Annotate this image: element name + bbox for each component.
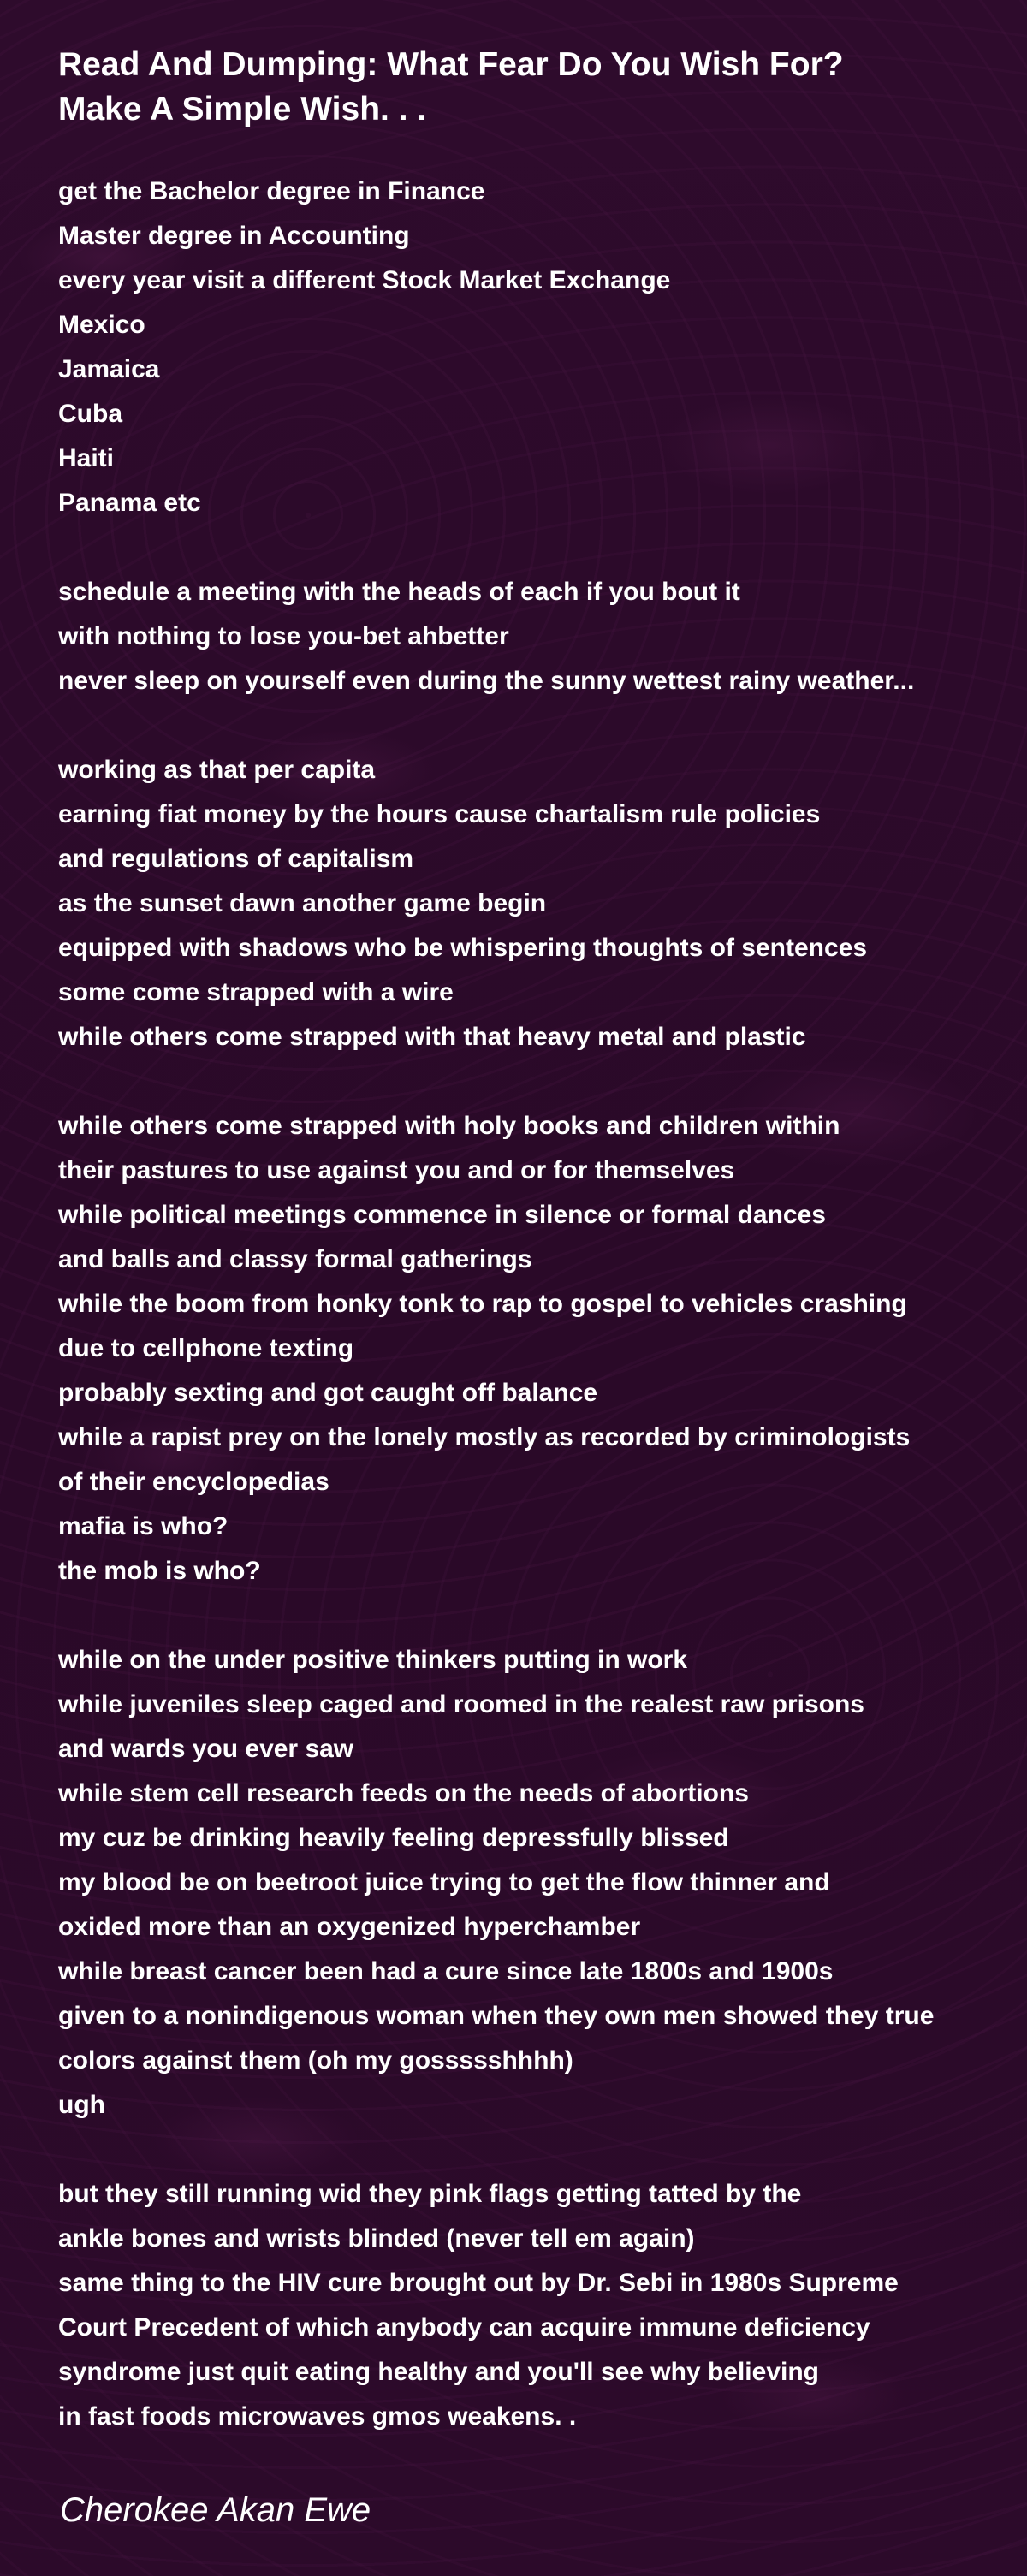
poem-line: Court Precedent of which anybody can acquire immune deficiency — [58, 2313, 870, 2342]
poem-line: of their encyclopedias — [58, 1468, 329, 1496]
poem-line: while breast cancer been had a cure since late 1800s and 1900s — [58, 1957, 834, 1985]
poem-line: with nothing to lose you-bet ahbetter — [58, 622, 509, 650]
poem-line: given to a nonindigenous woman when they own men showed they true — [58, 2002, 935, 2030]
poem-line: schedule a meeting with the heads of each if you bout it — [58, 578, 740, 606]
poem-line: but they still running wid they pink flags getting tatted by the — [58, 2180, 802, 2208]
poem-line: while the boom from honky tonk to rap to gospel to vehicles crashing — [58, 1290, 907, 1318]
poem-line: working as that per capita — [58, 756, 376, 784]
poem-line: Panama etc — [58, 489, 201, 517]
poem-line: some come strapped with a wire — [58, 978, 454, 1006]
poem-line: earning fiat money by the hours cause chartalism rule policies — [58, 800, 821, 828]
poem-line: their pastures to use against you and or for themselves — [58, 1156, 735, 1184]
poem-line: oxided more than an oxygenized hyperchamber — [58, 1913, 641, 1941]
poem-line: while political meetings commence in silence or formal dances — [58, 1201, 826, 1229]
poem-stanza — [58, 1638, 1025, 2128]
poem-line: probably sexting and got caught off balance — [58, 1379, 598, 1407]
poem-line: as the sunset dawn another game begin — [58, 889, 547, 917]
poem-line: ugh — [58, 2091, 105, 2119]
poem-stanza — [58, 2172, 1025, 2439]
poem-body — [58, 169, 1025, 2439]
poem-author: Cherokee Akan Ewe — [60, 2491, 371, 2529]
poem-line: while on the under positive thinkers putting in work — [58, 1646, 688, 1674]
title-line: Make A Simple Wish. . . — [58, 91, 427, 128]
poem-line: and regulations of capitalism — [58, 845, 414, 873]
poem-line: my blood be on beetroot juice trying to get the flow thinner and — [58, 1868, 830, 1896]
poem-line: equipped with shadows who be whispering thoughts of sentences — [58, 934, 868, 962]
poem-line: Cuba — [58, 400, 122, 428]
poem-stanza — [58, 570, 1025, 703]
poem-stanza — [58, 748, 1025, 1059]
poem-line: Jamaica — [58, 355, 160, 383]
poem-line: ankle bones and wrists blinded (never tell em again) — [58, 2224, 695, 2253]
poem-line: the mob is who? — [58, 1557, 261, 1585]
poem-line: same thing to the HIV cure brought out by Dr. Sebi in 1980s Supreme — [58, 2269, 899, 2297]
poem-line: get the Bachelor degree in Finance — [58, 177, 485, 205]
poem-line: while stem cell research feeds on the needs of abortions — [58, 1779, 749, 1807]
poem-line: Mexico — [58, 311, 145, 339]
title-line: Read And Dumping: What Fear Do You Wish For? — [58, 46, 844, 83]
poem-line: and balls and classy formal gatherings — [58, 1245, 532, 1273]
poem-title — [58, 43, 1000, 132]
poem-line: Master degree in Accounting — [58, 222, 410, 250]
poem-line: in fast foods microwaves gmos weakens. . — [58, 2402, 577, 2431]
poem-line: colors against them (oh my gossssshhhh) — [58, 2046, 573, 2074]
poem-line: due to cellphone texting — [58, 1334, 354, 1362]
poem-line: every year visit a different Stock Market Exchange — [58, 266, 671, 294]
poem-line: Haiti — [58, 444, 115, 472]
poem-line: my cuz be drinking heavily feeling depressfully blissed — [58, 1824, 729, 1852]
poem-line: and wards you ever saw — [58, 1735, 354, 1763]
poem-line: while a rapist prey on the lonely mostly as recorded by criminologists — [58, 1423, 911, 1451]
poem-stanza — [58, 1104, 1025, 1594]
poem-line: while others come strapped with that heavy metal and plastic — [58, 1023, 806, 1051]
poem-line: while others come strapped with holy books and children within — [58, 1112, 840, 1140]
poem-line: never sleep on yourself even during the sunny wettest rainy weather... — [58, 667, 915, 695]
poem-line: syndrome just quit eating healthy and you'll see why believing — [58, 2358, 819, 2386]
poem-stanza — [58, 169, 1025, 525]
poem-line: while juveniles sleep caged and roomed in the realest raw prisons — [58, 1690, 864, 1718]
poem-line: mafia is who? — [58, 1512, 229, 1540]
